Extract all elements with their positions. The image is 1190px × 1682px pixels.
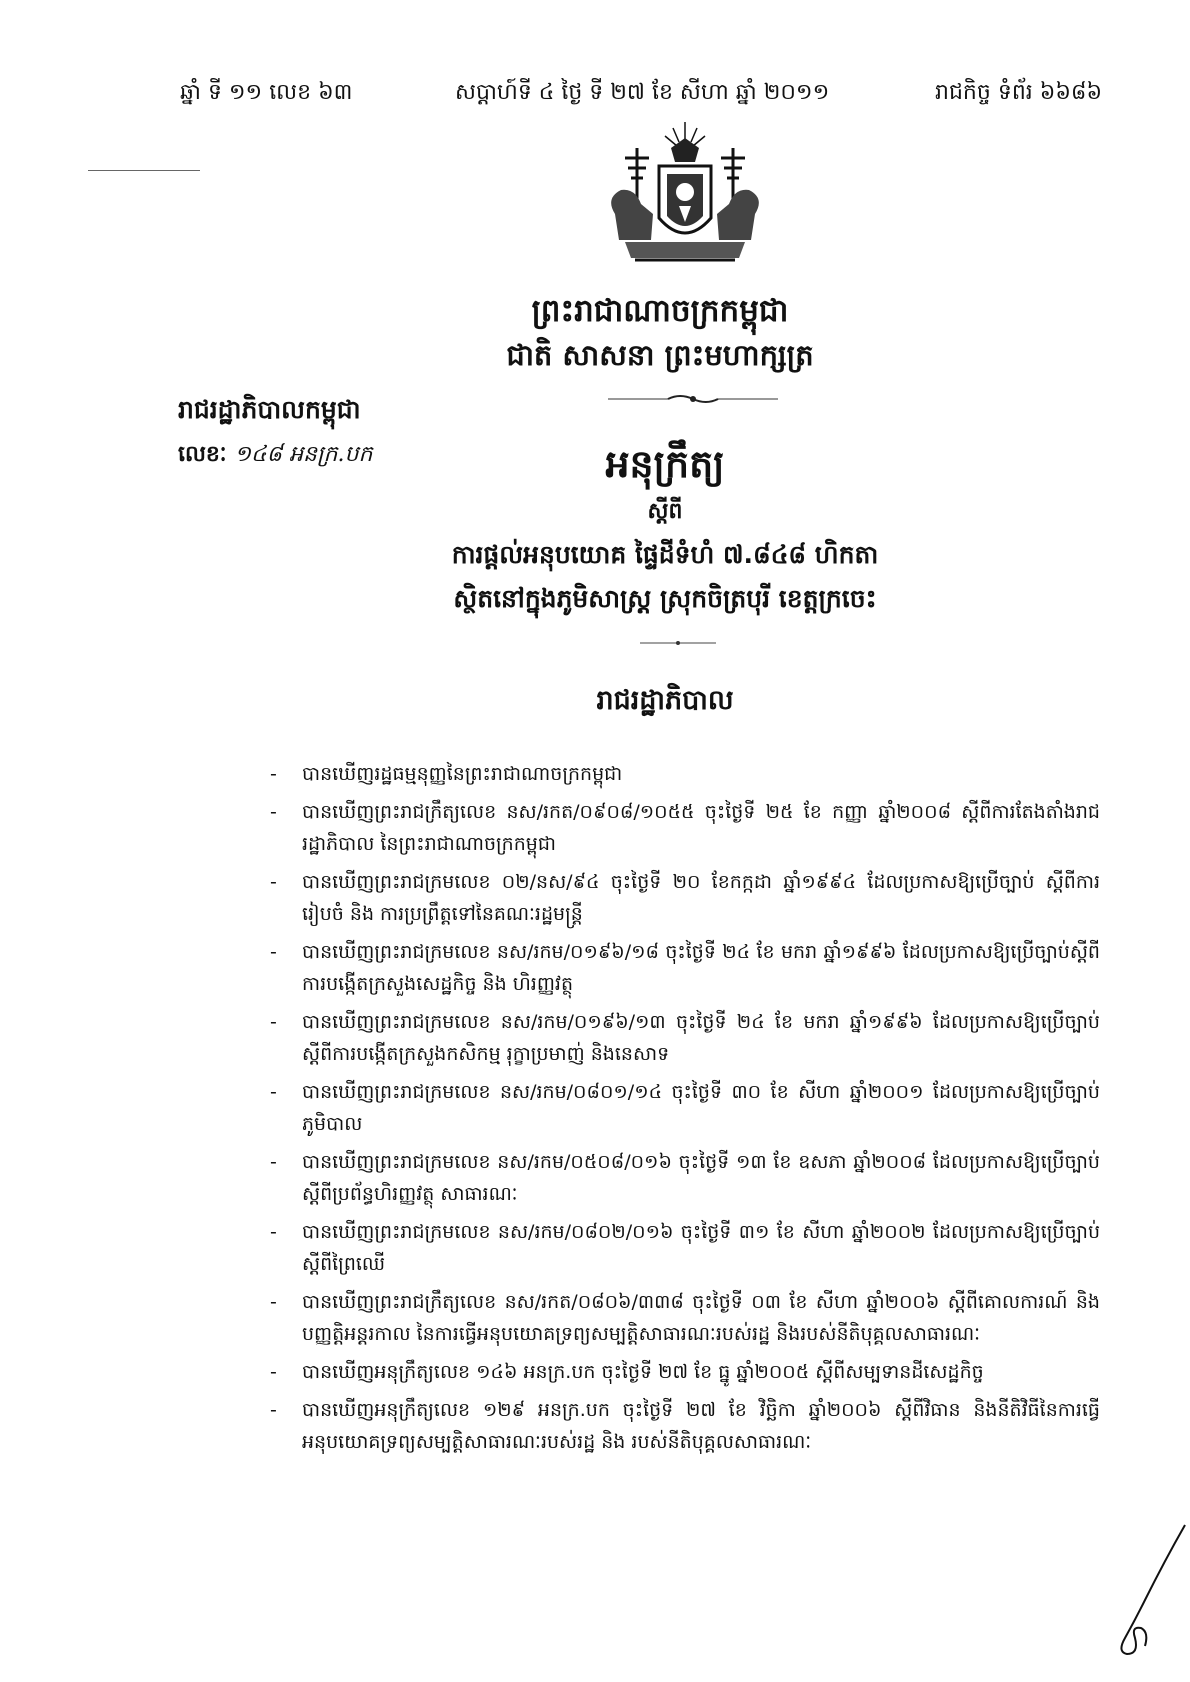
national-motto: ជាតិ សាសនា ព្រះមហាក្សត្រ xyxy=(506,338,814,372)
consideration-text: បានឃើញព្រះរាជក្រមលេខ នស/រកម/០៨០១/១៤ ចុះថ្ងៃទី ៣០ ខែ សីហា ឆ្នាំ២០០១ ដែលប្រកាសឱ្យប្រើច្បាប់ភូមិបាល xyxy=(302,1081,1100,1135)
signature-mark xyxy=(1105,1520,1190,1670)
consideration-item xyxy=(270,796,1100,860)
bullet-dash: - xyxy=(270,1361,277,1383)
reference-value: ១៤៨ អនក្រ.បក xyxy=(234,442,373,467)
margin-rule xyxy=(88,170,200,171)
consideration-item xyxy=(270,758,1100,790)
bullet-dash: - xyxy=(270,801,277,823)
subject-line-1: ការផ្ដល់អនុបយោគ ផ្ទៃដីទំហំ ៧.៨៤៨ ហិកតា xyxy=(451,540,879,569)
consideration-text: បានឃើញអនុក្រឹត្យលេខ ១៤៦ អនក្រ.បក ចុះថ្ងៃទី ២៧ ខែ ធ្នូ ឆ្នាំ២០០៥ ស្តីពីសម្បទានដីសេដ្ឋកិច្ច xyxy=(302,1361,984,1383)
consideration-text: បានឃើញព្រះរាជក្រមលេខ នស/រកម/០៨០២/០១៦ ចុះថ្ងៃទី ៣១ ខែ សីហា ឆ្នាំ២០០២ ដែលប្រកាសឱ្យប្រើច្បាប់ស្តីពីព្រៃឈើ xyxy=(302,1221,1100,1275)
section-heading: រាជរដ្ឋាភិបាល xyxy=(596,685,734,716)
consideration-text: បានឃើញអនុក្រឹត្យលេខ ១២៩ អនក្រ.បក ចុះថ្ងៃទី ២៧ ខែ វិច្ឆិកា ឆ្នាំ២០០៦ ស្តីពីវិធាន និងនីតិវិធីនៃការធ្វើអនុបយោគទ្រព្យសម្បត្តិសាធារណៈរបស់រដ្ឋ និង របស់នីតិបុគ្គលសាធារណៈ xyxy=(302,1399,1100,1453)
bullet-dash: - xyxy=(270,1221,277,1243)
document-type: អនុក្រឹត្យ xyxy=(605,442,725,486)
reference-label: លេខៈ xyxy=(178,442,227,467)
gazette-year-issue: ឆ្នាំ ទី ១១ លេខ ៦៣ xyxy=(180,80,353,105)
consideration-text: បានឃើញព្រះរាជក្រមលេខ នស/រកម/០១៩៦/១៣ ចុះថ្ងៃទី ២៤ ខែ មករា ឆ្នាំ១៩៩៦ ដែលប្រកាសឱ្យប្រើច្បាប់ស្តីពីការបង្កើតក្រសួងកសិកម្ម រុក្ខាប្រមាញ់ និងនេសាទ xyxy=(302,1011,1100,1065)
gazette-date: សប្តាហ៍ទី ៤ ថ្ងៃ ទី ២៧ ខែ សីហា ឆ្នាំ ២០១១ xyxy=(455,80,830,105)
consideration-item xyxy=(270,1146,1100,1210)
bullet-dash: - xyxy=(270,871,277,893)
consideration-text: បានឃើញព្រះរាជក្រឹត្យលេខ នស/រកត/០៨០៦/៣៣៨ ចុះថ្ងៃទី ០៣ ខែ សីហា ឆ្នាំ២០០៦ ស្តីពីគោលការណ៍ និងបញ្ញត្តិអន្តរកាល នៃការធ្វើអនុបយោគទ្រព្យសម្បត្តិសាធារណៈរបស់រដ្ឋ និងរបស់នីតិបុគ្គលសាធារណៈ xyxy=(302,1291,1100,1345)
consideration-item xyxy=(270,1006,1100,1070)
subject-line-2: ស្ថិតនៅក្នុងភូមិសាស្ត្រ ស្រុកចិត្របុរី ខេត្តក្រចេះ xyxy=(453,584,877,613)
bullet-dash: - xyxy=(270,941,277,963)
consideration-text: បានឃើញព្រះរាជក្រមលេខ នស/រកម/០៥០៨/០១៦ ចុះថ្ងៃទី ១៣ ខែ ឧសភា ឆ្នាំ២០០៨ ដែលប្រកាសឱ្យប្រើច្បាប់ស្តីពីប្រព័ន្ធហិរញ្ញវត្ថុ សាធារណៈ xyxy=(302,1151,1100,1205)
consideration-item xyxy=(270,1216,1100,1280)
consideration-item xyxy=(270,1286,1100,1350)
royal-coat-of-arms-icon xyxy=(595,118,775,278)
small-divider xyxy=(640,640,716,646)
consideration-text: បានឃើញរដ្ឋធម្មនុញ្ញនៃព្រះរាជាណាចក្រកម្ពុជា xyxy=(302,763,623,785)
considerations-list xyxy=(270,758,1100,1464)
bullet-dash: - xyxy=(270,1291,277,1313)
gazette-page-number: រាជកិច្ច ទំព័រ ៦៦៨៦ xyxy=(935,80,1103,105)
consideration-text: បានឃើញព្រះរាជក្រមលេខ ០២/នស/៩៤ ចុះថ្ងៃទី ២០ ខែកក្កដា ឆ្នាំ១៩៩៤ ដែលប្រកាសឱ្យប្រើច្បាប់ ស្តីពីការរៀបចំ និង ការប្រព្រឹត្តទៅនៃគណៈរដ្ឋមន្ត្រី xyxy=(302,871,1100,925)
consideration-text: បានឃើញព្រះរាជក្រមលេខ នស/រកម/០១៩៦/១៨ ចុះថ្ងៃទី ២៤ ខែ មករា ឆ្នាំ១៩៩៦ ដែលប្រកាសឱ្យប្រើច្បាប់ស្តីពីការបង្កើតក្រសួងសេដ្ឋកិច្ច និង ហិរញ្ញវត្ថុ xyxy=(302,941,1100,995)
bullet-dash: - xyxy=(270,1081,277,1103)
bullet-dash: - xyxy=(270,763,277,785)
kingdom-title: ព្រះរាជាណាចក្រកម្ពុជា xyxy=(531,293,789,329)
consideration-item xyxy=(270,1356,1100,1388)
ornament-divider xyxy=(608,393,778,405)
bullet-dash: - xyxy=(270,1399,277,1421)
consideration-item xyxy=(270,1076,1100,1140)
consideration-item xyxy=(270,866,1100,930)
bullet-dash: - xyxy=(270,1151,277,1173)
issuing-authority: រាជរដ្ឋាភិបាលកម្ពុជា xyxy=(178,395,361,424)
bullet-dash: - xyxy=(270,1011,277,1033)
consideration-text: បានឃើញព្រះរាជក្រឹត្យលេខ នស/រកត/០៩០៨/១០៥៥ ចុះថ្ងៃទី ២៥ ខែ កញ្ញា ឆ្នាំ២០០៨ ស្តីពីការតែងតាំងរាជរដ្ឋាភិបាល នៃព្រះរាជាណាចក្រកម្ពុជា xyxy=(302,801,1100,855)
about-label: ស្តីពី xyxy=(647,499,683,524)
consideration-item xyxy=(270,1394,1100,1458)
consideration-item xyxy=(270,936,1100,1000)
